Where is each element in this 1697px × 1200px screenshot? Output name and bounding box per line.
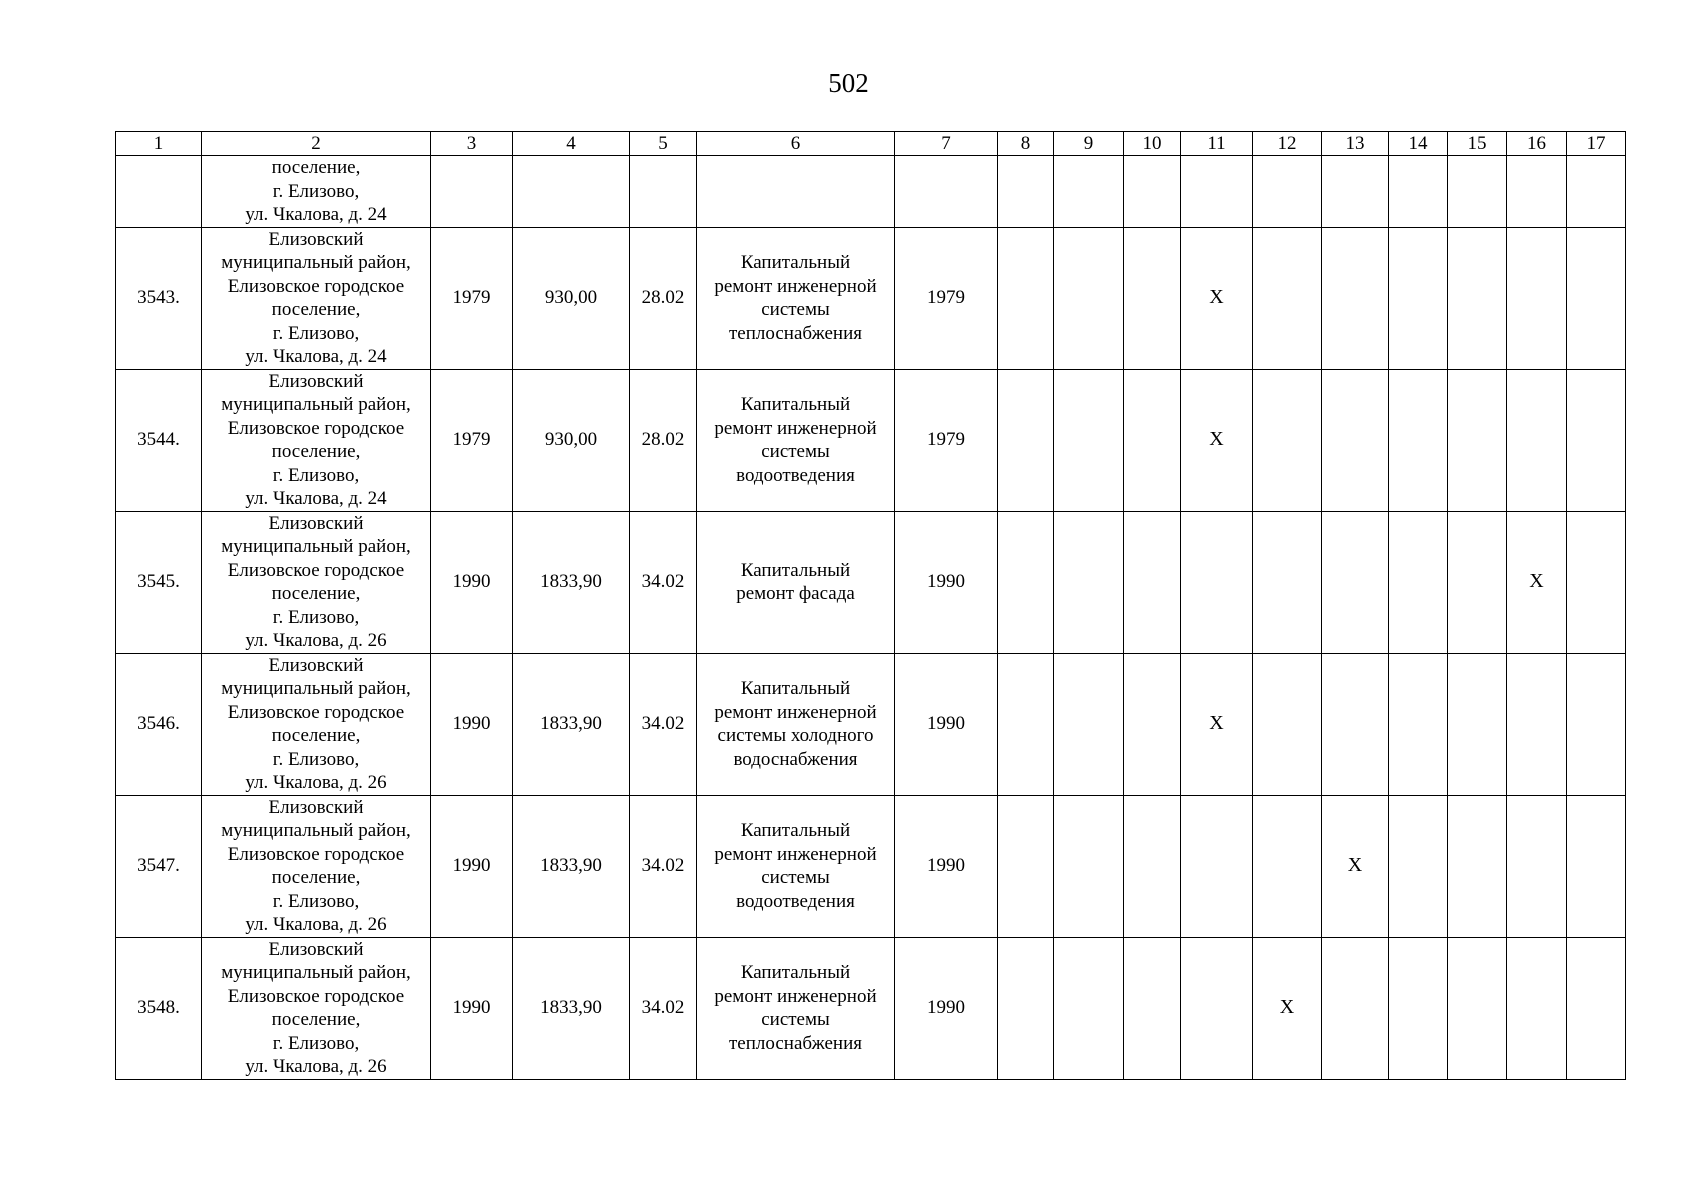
address-line: Елизовское городское (227, 843, 405, 865)
address-line: Елизовский (268, 938, 364, 960)
empty-cell (998, 511, 1054, 653)
year-cell: 1990 (895, 937, 998, 1079)
mark-x: Х (1209, 712, 1224, 735)
address-line: Елизовское городское (227, 417, 405, 439)
address-line: Елизовский (268, 370, 364, 392)
work-line: теплоснабжения (729, 1032, 862, 1054)
empty-cell (1448, 653, 1507, 795)
mark-x: Х (1209, 286, 1224, 309)
year-cell: 1979 (895, 369, 998, 511)
address-line: Елизовское городское (227, 275, 405, 297)
header-cell: 12 (1253, 132, 1322, 156)
header-cell: 8 (998, 132, 1054, 156)
table-row (116, 511, 1626, 653)
empty-cell (1507, 653, 1567, 795)
empty-cell (1253, 795, 1322, 937)
address-line: Елизовский (268, 228, 364, 250)
empty-cell (116, 156, 202, 228)
mark-cell (1253, 937, 1322, 1079)
address-line: муниципальный район, (221, 536, 411, 557)
work-line: водоотведения (736, 890, 855, 912)
row-number-cell: 3544. (116, 369, 202, 511)
header-row (116, 132, 1626, 156)
area-cell: 1833,90 (513, 653, 630, 795)
empty-cell (1253, 369, 1322, 511)
code-cell: 34.02 (630, 795, 697, 937)
work-type-cell (697, 369, 895, 511)
mark-x: Х (1279, 996, 1295, 1019)
header-cell: 16 (1507, 132, 1567, 156)
work-line: ремонт инженерной (714, 985, 877, 1007)
empty-cell (513, 156, 630, 228)
work-line: теплоснабжения (729, 322, 862, 344)
empty-cell (431, 156, 513, 228)
empty-cell (1322, 511, 1389, 653)
row-number-cell: 3545. (116, 511, 202, 653)
mark-cell (1322, 795, 1389, 937)
area-cell: 930,00 (513, 227, 630, 369)
empty-cell (1054, 369, 1124, 511)
address-cell (202, 653, 431, 795)
address-cell (202, 369, 431, 511)
row-number-cell: 3546. (116, 653, 202, 795)
address-line: поселение, (271, 1009, 361, 1030)
work-line: Капитальный (740, 820, 851, 841)
empty-cell (998, 937, 1054, 1079)
address-line: г. Елизово, (272, 748, 360, 770)
table-row (116, 653, 1626, 795)
row-number-cell: 3548. (116, 937, 202, 1079)
address-line: ул. Чкалова, д. 24 (245, 204, 387, 225)
area-cell: 930,00 (513, 369, 630, 511)
header-cell: 13 (1322, 132, 1389, 156)
empty-cell (1181, 156, 1253, 228)
work-line: ремонт инженерной (714, 843, 877, 865)
empty-cell (1448, 156, 1507, 228)
empty-cell (1507, 156, 1567, 228)
header-cell: 14 (1389, 132, 1448, 156)
year-cell: 1979 (895, 227, 998, 369)
empty-cell (1124, 369, 1181, 511)
empty-cell (697, 156, 895, 228)
address-line: поселение, (271, 725, 361, 746)
address-line: ул. Чкалова, д. 26 (245, 630, 387, 651)
table-row (116, 227, 1626, 369)
empty-cell (1507, 937, 1567, 1079)
code-cell: 28.02 (630, 369, 697, 511)
page-number: 502 (828, 68, 869, 98)
empty-cell (1124, 156, 1181, 228)
mark-x: Х (1347, 854, 1363, 877)
address-line: ул. Чкалова, д. 24 (245, 488, 387, 509)
year-cell: 1990 (431, 653, 513, 795)
year-cell: 1979 (431, 369, 513, 511)
address-cell (202, 795, 431, 937)
empty-cell (998, 653, 1054, 795)
empty-cell (1054, 227, 1124, 369)
empty-cell (1567, 369, 1626, 511)
row-number-cell: 3547. (116, 795, 202, 937)
work-line: Капитальный (740, 962, 851, 983)
header-cell: 3 (431, 132, 513, 156)
empty-cell (1389, 511, 1448, 653)
mark-cell (1507, 511, 1567, 653)
empty-cell (1253, 156, 1322, 228)
address-line: Елизовское городское (227, 985, 405, 1007)
header-cell: 2 (202, 132, 431, 156)
empty-cell (1322, 653, 1389, 795)
empty-cell (1567, 227, 1626, 369)
empty-cell (1448, 795, 1507, 937)
mark-x: Х (1209, 428, 1224, 451)
empty-cell (1448, 937, 1507, 1079)
header-cell: 17 (1567, 132, 1626, 156)
empty-cell (998, 795, 1054, 937)
empty-cell (1054, 653, 1124, 795)
work-line: водоснабжения (733, 748, 858, 770)
empty-cell (1124, 511, 1181, 653)
empty-cell (1389, 937, 1448, 1079)
address-line: муниципальный район, (221, 820, 411, 841)
empty-cell (998, 156, 1054, 228)
code-cell: 34.02 (630, 511, 697, 653)
table-row-continuation (116, 156, 1626, 228)
address-line: муниципальный район, (221, 962, 411, 983)
empty-cell (1507, 227, 1567, 369)
year-cell: 1990 (431, 937, 513, 1079)
empty-cell (1448, 511, 1507, 653)
table-body (116, 132, 1626, 1080)
empty-cell (1567, 795, 1626, 937)
header-cell: 7 (895, 132, 998, 156)
work-type-cell (697, 795, 895, 937)
header-cell: 6 (697, 132, 895, 156)
empty-cell (998, 369, 1054, 511)
empty-cell (630, 156, 697, 228)
work-type-cell (697, 653, 895, 795)
address-line: поселение, (271, 583, 361, 604)
year-cell: 1990 (895, 653, 998, 795)
empty-cell (1507, 795, 1567, 937)
work-type-cell (697, 227, 895, 369)
empty-cell (1389, 653, 1448, 795)
row-number-cell: 3543. (116, 227, 202, 369)
work-line: ремонт инженерной (714, 701, 877, 723)
work-line: ремонт инженерной (714, 275, 877, 297)
year-cell: 1990 (895, 795, 998, 937)
empty-cell (1181, 511, 1253, 653)
address-line: г. Елизово, (272, 464, 360, 486)
code-cell: 34.02 (630, 937, 697, 1079)
area-cell: 1833,90 (513, 795, 630, 937)
empty-cell (1181, 795, 1253, 937)
empty-cell (1253, 653, 1322, 795)
work-line: водоотведения (736, 464, 855, 486)
work-line: ремонт инженерной (714, 417, 877, 439)
address-line: муниципальный район, (221, 252, 411, 273)
work-line: системы (761, 299, 830, 320)
empty-cell (1567, 511, 1626, 653)
address-line: ул. Чкалова, д. 24 (245, 346, 387, 367)
code-cell: 34.02 (630, 653, 697, 795)
address-cell (202, 227, 431, 369)
empty-cell (1322, 937, 1389, 1079)
address-line: муниципальный район, (221, 394, 411, 415)
address-line: муниципальный район, (221, 678, 411, 699)
address-line: поселение, (271, 299, 361, 320)
header-cell: 4 (513, 132, 630, 156)
empty-cell (1567, 937, 1626, 1079)
empty-cell (1054, 511, 1124, 653)
empty-cell (1322, 156, 1389, 228)
address-line: ул. Чкалова, д. 26 (245, 772, 387, 793)
work-line: системы холодного (717, 725, 874, 746)
header-cell: 1 (116, 132, 202, 156)
address-line: Елизовское городское (227, 701, 405, 723)
empty-cell (998, 227, 1054, 369)
table-row (116, 369, 1626, 511)
work-line: системы (761, 867, 830, 888)
empty-cell (1054, 937, 1124, 1079)
empty-cell (1181, 937, 1253, 1079)
header-cell: 9 (1054, 132, 1124, 156)
address-cell (202, 937, 431, 1079)
table-row (116, 795, 1626, 937)
work-line: ремонт фасада (736, 583, 855, 604)
year-cell: 1990 (895, 511, 998, 653)
address-line: поселение, (271, 441, 361, 462)
mark-cell (1181, 653, 1253, 795)
empty-cell (1389, 227, 1448, 369)
register-table (115, 131, 1626, 1080)
address-line: г. Елизово, (272, 606, 360, 628)
empty-cell (1448, 369, 1507, 511)
work-type-cell (697, 511, 895, 653)
empty-cell (1124, 795, 1181, 937)
area-cell: 1833,90 (513, 937, 630, 1079)
work-line: системы (761, 441, 830, 462)
empty-cell (1124, 653, 1181, 795)
address-line: Елизовский (268, 654, 364, 676)
empty-cell (1389, 369, 1448, 511)
address-line: г. Елизово, (272, 180, 360, 202)
year-cell: 1990 (431, 511, 513, 653)
empty-cell (1124, 227, 1181, 369)
empty-cell (1448, 227, 1507, 369)
empty-cell (1124, 937, 1181, 1079)
address-cell (202, 156, 431, 228)
header-cell: 10 (1124, 132, 1181, 156)
address-line: поселение, (271, 867, 361, 888)
address-line: г. Елизово, (272, 890, 360, 912)
address-line: поселение, (271, 157, 361, 178)
empty-cell (1253, 511, 1322, 653)
empty-cell (1507, 369, 1567, 511)
work-line: Капитальный (740, 252, 851, 273)
header-cell: 11 (1181, 132, 1253, 156)
mark-cell (1181, 227, 1253, 369)
empty-cell (1567, 156, 1626, 228)
empty-cell (1054, 156, 1124, 228)
empty-cell (1567, 653, 1626, 795)
work-type-cell (697, 937, 895, 1079)
empty-cell (1054, 795, 1124, 937)
empty-cell (1322, 369, 1389, 511)
address-cell (202, 511, 431, 653)
table-row (116, 937, 1626, 1079)
empty-cell (1253, 227, 1322, 369)
code-cell: 28.02 (630, 227, 697, 369)
header-cell: 15 (1448, 132, 1507, 156)
empty-cell (895, 156, 998, 228)
year-cell: 1979 (431, 227, 513, 369)
work-line: системы (761, 1009, 830, 1030)
address-line: г. Елизово, (272, 322, 360, 344)
work-line: Капитальный (740, 394, 851, 415)
address-line: ул. Чкалова, д. 26 (245, 1056, 387, 1077)
empty-cell (1389, 795, 1448, 937)
mark-x: Х (1529, 570, 1544, 593)
address-line: г. Елизово, (272, 1032, 360, 1054)
address-line: Елизовский (268, 512, 364, 534)
address-line: Елизовский (268, 796, 364, 818)
area-cell: 1833,90 (513, 511, 630, 653)
year-cell: 1990 (431, 795, 513, 937)
empty-cell (1389, 156, 1448, 228)
mark-cell (1181, 369, 1253, 511)
empty-cell (1322, 227, 1389, 369)
address-line: ул. Чкалова, д. 26 (245, 914, 387, 935)
header-cell: 5 (630, 132, 697, 156)
address-line: Елизовское городское (227, 559, 405, 581)
work-line: Капитальный (740, 559, 851, 581)
work-line: Капитальный (740, 678, 851, 699)
